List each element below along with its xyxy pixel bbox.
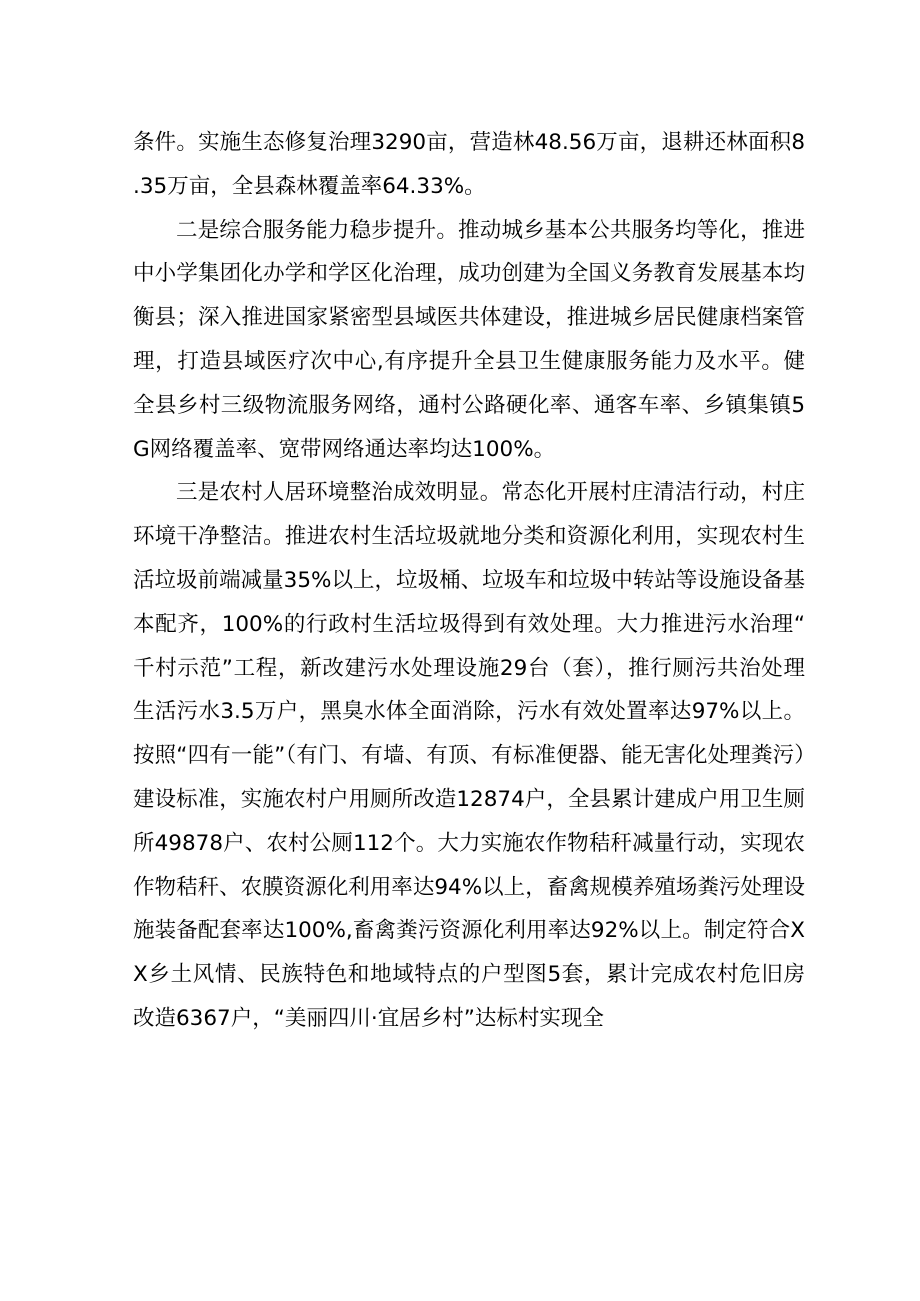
document-page: [133, 121, 805, 1041]
paragraph-public-services: 二是综合服务能力稳步提升。推动城乡基本公共服务均等化，推进中小学集团化办学和学区化治理，成功创建为全国义务教育发展基本均衡县；深入推进国家紧密型县域医共体建设，推进城乡居民健康档案管理，打造县域医疗次中心,有序提升全县卫生健康服务能力及水平。健全县乡村三级物流服务网络，通村公路硬化率、通客车率、乡镇集镇5G网络覆盖率、宽带网络通达率均达100%。: [133, 217, 805, 462]
paragraph-ecology: 条件。实施生态修复治理3290亩，营造林48.56万亩，退耕还林面积8.35万亩，全县森林覆盖率64.33%。: [133, 130, 805, 199]
paragraph-rural-environment: 三是农村人居环境整治成效明显。常态化开展村庄清洁行动，村庄环境干净整洁。推进农村生活垃圾就地分类和资源化利用，实现农村生活垃圾前端减量35%以上，垃圾桶、垃圾车和垃圾中转站等设施设备基本配齐，100%的行政村生活垃圾得到有效处理。大力推进污水治理“千村示范”工程，新改建污水处理设施29台（套），推行厕污共治处理生活污水3.5万户，黑臭水体全面消除，污水有效处置率达97%以上。按照“四有一能”（有门、有墙、有顶、有标准便器、能无害化处理粪污）建设标准，实施农村户用厕所改造12874户，全县累计建成户用卫生厕所49878户、农村公厕112个。大力实施农作物秸秆减量行动，实现农作物秸秆、农膜资源化利用率达94%以上，畜禽规模养殖场粪污处理设施装备配套率达100%,畜禽粪污资源化利用率达92%以上。制定符合XX乡土风情、民族特色和地域特点的户型图5套，累计完成农村危旧房改造6367户，“美丽四川·宜居乡村”达标村实现全: [133, 480, 805, 1031]
